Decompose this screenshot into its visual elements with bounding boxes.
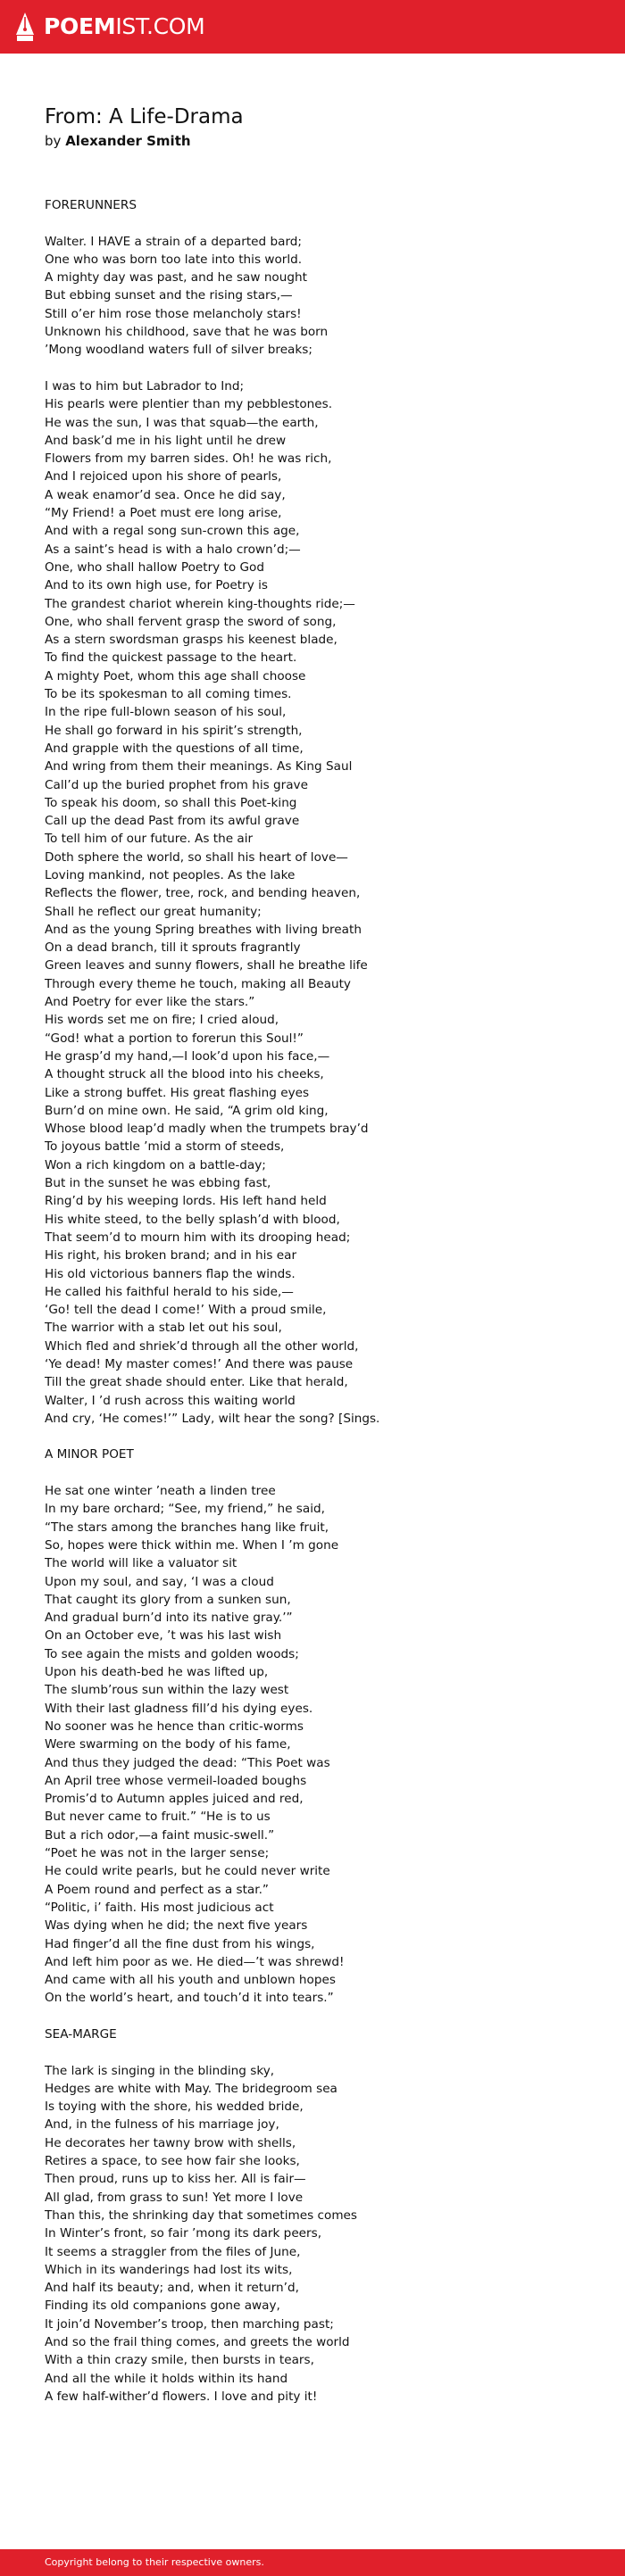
poem-body: FORERUNNERS Walter. I HAVE a strain of a departed bard; One who was born too late into this world. A mighty day was past, and he saw nought But ebbing sunset and the rising stars,— Still o’er him rose those melancholy stars! Unknown his childhood, save that he was born ’Mong woodland waters full of silver breaks; I was to him but Labrador to Ind; His pearls were plentier than my pebblestones. He was the sun, I was that squab—the earth, And bask’d me in his light until he drew Flowers from my barren sides. Oh! he was rich, And I rejoiced upon his shore of pearls, A weak enamor’d sea. Once he did say, “My Friend! a Poet must ere long arise, And with a regal song sun-crown this age, As a saint’s head is with a halo crown’d;— One, who shall hallow Poetry to God And to its own high use, for Poetry is The grandest chariot wherein king-thoughts ride;— One, who shall fervent grasp the sword of song, As a stern swordsman grasps his keenest blade, To find the quickest passage to the heart. A mighty Poet, whom this age shall choose To be its spokesman to all coming times. In the ripe full-blown season of his soul, He shall go forward in his spirit’s strength, And grapple with the questions of all time, And wring from them their meanings. As King Saul Call’d up the buried prophet from his grave To speak his doom, so shall this Poet-king Call up the dead Past from its awful grave To tell him of our future. As the air Doth sphere the world, so shall his heart of love— Loving mankind, not peoples. As the lake Reflects the flower, tree, rock, and bending heaven, Shall he reflect our great humanity; And as the young Spring breathes with living breath On a dead branch, till it sprouts fragrantly Green leaves and sunny flowers, shall he breathe life Through every theme he touch, making all Beauty And Poetry for ever like the stars.” His words set me on fire; I cried aloud, “God! what a portion to forerun this Soul!” He grasp’d my hand,—I look’d upon his face,— A thought struck all the blood into his cheeks, Like a strong buffet. His great flashing eyes Burn’d on mine own. He said, “A grim old king, Whose blood leap’d madly when the trumpets bray’d To joyous battle ’mid a storm of steeds, Won a rich kingdom on a battle-day; But in the sunset he was ebbing fast, Ring’d by his weeping lords. His left hand held His white steed, to the belly splash’d with blood, That seem’d to mourn him with its drooping head; His right, his broken brand; and in his ear His old victorious banners flap the winds. He called his faithful herald to his side,— ‘Go! tell the dead I come!’ With a proud smile, The warrior with a stab let out his soul, Which fled and shriek’d through all the other world, ‘Ye dead! My master comes!’ And there was pause Till the great shade should enter. Like that herald, Walter, I ’d rush across this waiting world And cry, ‘He comes!’” Lady, wilt hear the song? [Sings. A MINOR POET He sat one winter ’neath a linden tree In my bare orchard; “See, my friend,” he said, “The stars among the branches hang like fruit, So, hopes were thick within me. When I ’m gone The world will like a valuator sit Upon my soul, and say, ‘I was a cloud That caught its glory from a sunken sun, And gradual burn’d into its native gray.’” On an October eve, ’t was his last wish To see again the mists and golden woods; Upon his death-bed he was lifted up, The slumb’rous sun within the lazy west With their last gladness fill’d his dying eyes. No sooner was he hence than critic-worms Were swarming on the body of his fame, And thus they judged the dead: “This Poet was An April tree whose vermeil-loaded boughs Promis’d to Autumn apples juiced and red, But never came to fruit.” “He is to us But a rich odor,—a faint music-swell.” “Poet he was not in the larger sense; He could write pearls, but he could never write A Poem round and perfect as a star.” “Politic, i’ faith. His most judicious act Was dying when he did; the next five years Had finger’d all the fine dust from his wings, And left him poor as we. He died—’t was shrewd! And came with all his youth and unblown hopes On the world’s heart, and touch’d it into tears.” SEA-MARGE The lark is singing in the blinding sky, Hedges are white with May. The bridegroom sea Is toying with the shore, his wedded bride, And, in the fulness of his marriage joy, He decorates her tawny brow with shells, Retires a space, to see how fair she looks, Then proud, runs up to kiss her. All is fair— All glad, from grass to sun! Yet more I love Than this, the shrinking day that sometimes comes In Winter’s front, so fair ’mong its dark peers, It seems a straggler from the files of June, Which in its wanderings had lost its wits, And half its beauty; and, when it return’d, Finding its old companions gone away, It join’d November’s troop, then marching past; And so the frail thing comes, and greets the world With a thin crazy smile, then bursts in tears, And all the while it holds within its hand A few half-wither’d flowers. I love and pity it!: [45, 198, 380, 2404]
site-logo[interactable]: [14, 12, 204, 42]
logo-text: [44, 12, 204, 42]
logo-text-light: IST.COM: [115, 13, 205, 39]
poem-title: From: A Life-Drama: [45, 105, 244, 128]
pen-nib-icon: [14, 12, 36, 42]
site-header: [0, 0, 625, 54]
logo-text-bold: POEM: [44, 13, 116, 39]
author-name[interactable]: Alexander Smith: [65, 133, 191, 149]
byline: [45, 132, 191, 150]
site-footer: [0, 2549, 625, 2576]
copyright-notice: Copyright belong to their respective owners.: [45, 2556, 264, 2568]
by-label: by: [45, 133, 62, 149]
